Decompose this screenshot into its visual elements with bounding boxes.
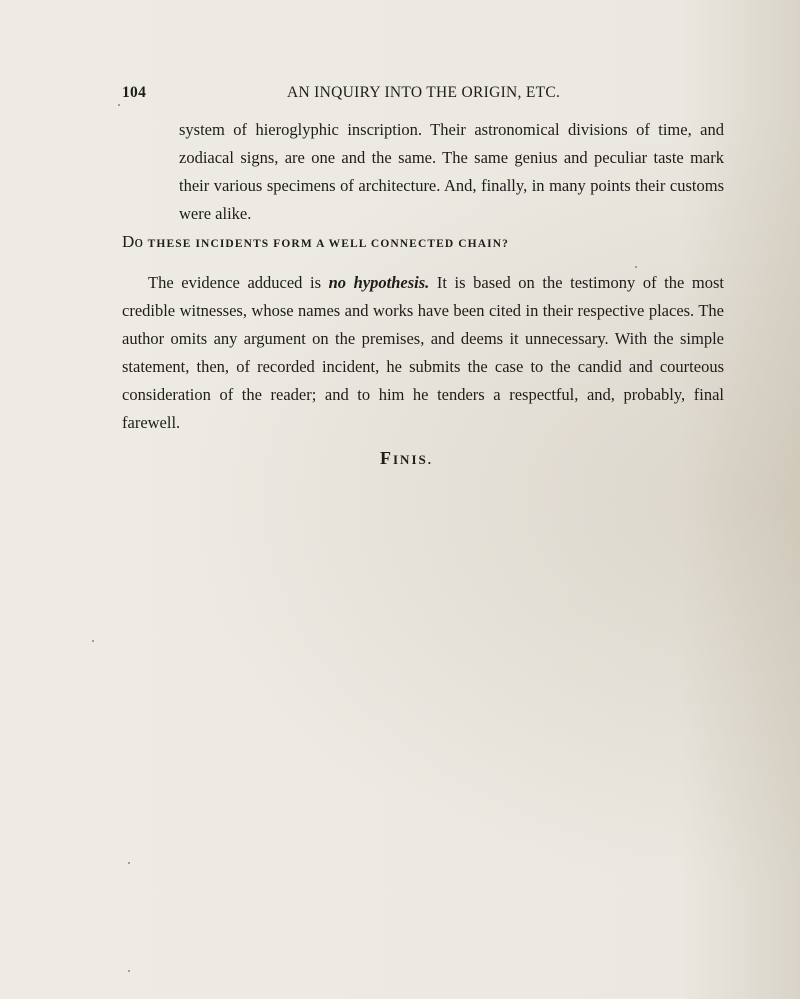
page-number: 104 <box>122 84 147 101</box>
question-lead: Do <box>122 232 144 251</box>
paragraph-conclusion <box>122 269 724 437</box>
chapter-question <box>122 232 722 252</box>
emphasis-no-hypothesis: no hypothesis. <box>328 273 430 292</box>
paper-speck <box>635 266 637 268</box>
conclusion-text-start: The evidence adduced is <box>148 273 329 292</box>
paper-speck <box>118 104 120 106</box>
finis-initial: F <box>380 448 393 468</box>
finis-rest: INIS. <box>393 452 433 467</box>
conclusion-text-end: It is based on the testimony of the most credible witnesses, whose names and works have been cited in their respective places. The author omits any argument on the premises, and deems it unnecessary. With the simple statement, then, of recorded incident, he submits the case to the candid and courteous consideration of the reader; and to him he tenders a respectful, and, probably, final farewell. <box>122 273 724 432</box>
paper-speck <box>92 640 94 642</box>
paper-speck <box>128 862 130 864</box>
running-head: AN INQUIRY INTO THE ORIGIN, ETC. <box>287 84 561 101</box>
paper-speck <box>128 970 130 972</box>
question-text: THESE INCIDENTS FORM A WELL CONNECTED CHAIN? <box>147 238 509 250</box>
page-header <box>122 84 710 108</box>
finis-mark <box>380 448 433 469</box>
paragraph-customs: system of hieroglyphic inscription. Their astronomical divisions of time, and zodiacal signs, are one and the same. The same genius and peculiar taste mark their various specimens of architecture. And, finally, in many points their customs were alike. <box>179 120 724 223</box>
